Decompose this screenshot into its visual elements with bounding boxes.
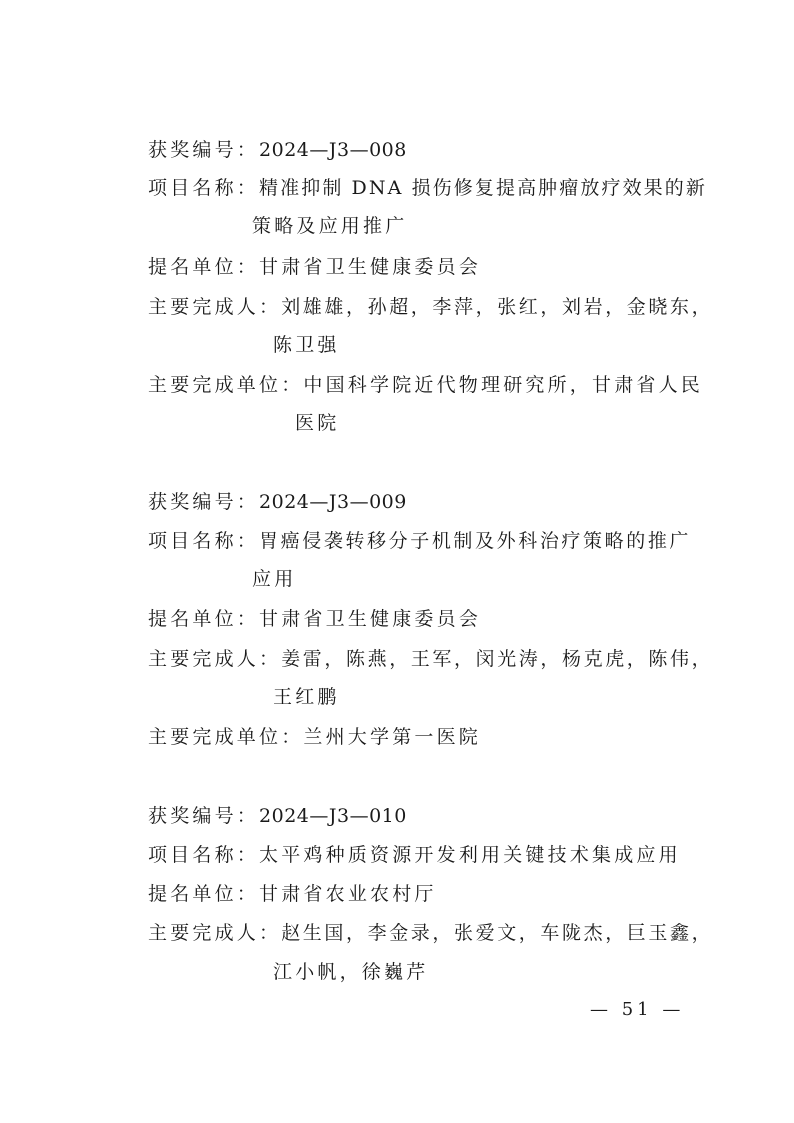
people-label: 主要完成人： xyxy=(148,296,282,318)
people-label: 主要完成人： xyxy=(148,648,282,670)
project-name-label: 项目名称： xyxy=(148,177,260,199)
people-label: 主要完成人： xyxy=(148,922,282,944)
people-value: 赵生国，李金录，张爱文，车陇杰，巨玉鑫， xyxy=(281,922,714,944)
award-number-row xyxy=(148,138,407,162)
project-name-label: 项目名称： xyxy=(148,530,260,552)
project-name-value: 太平鸡种质资源开发利用关键技术集成应用 xyxy=(259,844,681,866)
units-continuation: 医院 xyxy=(295,412,340,434)
people-continuation: 江小帆，徐巍芹 xyxy=(273,961,429,983)
award-number-label: 获奖编号： xyxy=(148,139,260,161)
people-row xyxy=(148,295,713,319)
page-number: — 51 — xyxy=(590,999,685,1020)
units-label: 主要完成单位： xyxy=(148,374,304,396)
nominator-row xyxy=(148,607,481,631)
units-label: 主要完成单位： xyxy=(148,726,304,748)
units-row xyxy=(148,373,703,397)
units-value: 兰州大学第一医院 xyxy=(303,726,482,748)
award-number-value: 2024—J3—008 xyxy=(259,139,407,161)
nominator-label: 提名单位： xyxy=(148,256,260,278)
people-value: 姜雷，陈燕，王军，闵光涛，杨克虎，陈伟， xyxy=(281,648,714,670)
project-name-row xyxy=(148,529,691,553)
project-name-label: 项目名称： xyxy=(148,844,260,866)
award-number-row xyxy=(148,490,407,514)
project-name-row xyxy=(148,843,681,867)
nominator-value: 甘肃省卫生健康委员会 xyxy=(259,608,482,630)
award-number-row xyxy=(148,804,407,828)
project-name-value: 胃癌侵袭转移分子机制及外科治疗策略的推广 xyxy=(259,530,692,552)
people-value: 刘雄雄，孙超，李萍，张红，刘岩，金晓东， xyxy=(281,296,714,318)
award-number-label: 获奖编号： xyxy=(148,805,260,827)
award-number-label: 获奖编号： xyxy=(148,491,260,513)
people-row xyxy=(148,647,713,671)
people-continuation: 王红鹏 xyxy=(273,686,340,708)
units-value: 中国科学院近代物理研究所，甘肃省人民 xyxy=(303,374,704,396)
people-row xyxy=(148,921,713,945)
nominator-label: 提名单位： xyxy=(148,883,260,905)
units-row xyxy=(148,725,481,749)
award-number-value: 2024—J3—010 xyxy=(259,805,407,827)
project-name-value: 精准抑制 DNA 损伤修复提高肿瘤放疗效果的新 xyxy=(259,177,707,199)
project-name-row xyxy=(148,176,707,200)
nominator-row xyxy=(148,255,481,279)
nominator-row xyxy=(148,882,437,906)
nominator-value: 甘肃省农业农村厅 xyxy=(259,883,437,905)
project-name-continuation: 策略及应用推广 xyxy=(252,215,408,237)
award-number-value: 2024—J3—009 xyxy=(259,491,407,513)
nominator-value: 甘肃省卫生健康委员会 xyxy=(259,256,482,278)
project-name-continuation: 应用 xyxy=(252,568,297,590)
people-continuation: 陈卫强 xyxy=(273,334,340,356)
nominator-label: 提名单位： xyxy=(148,608,260,630)
